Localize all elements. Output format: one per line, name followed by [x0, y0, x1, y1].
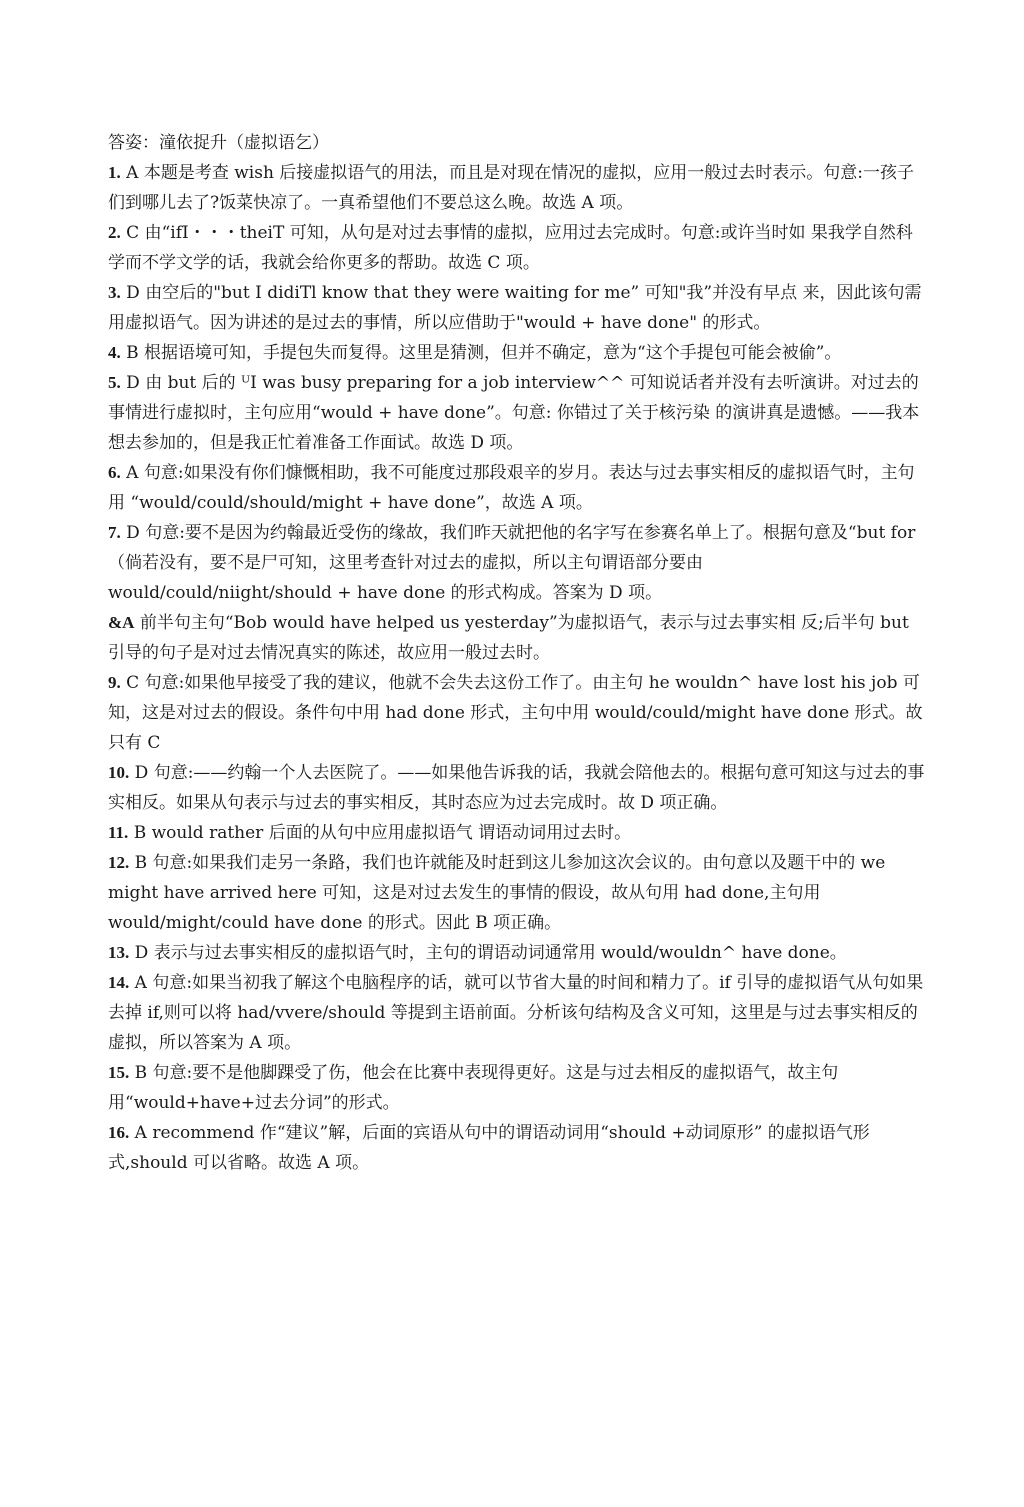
answer-document: [108, 128, 928, 1178]
item-number: 16.: [108, 1123, 130, 1142]
item-number: 2.: [108, 223, 121, 242]
item-number: 5.: [108, 373, 121, 392]
answer-item: [108, 218, 928, 278]
item-number: 1.: [108, 163, 121, 182]
item-text: B 根据语境可知，手提包失而复得。这里是猜测，但并不确定，意为“这个手提包可能会被偷”。: [126, 343, 842, 363]
answer-item: [108, 938, 928, 968]
item-number: &A: [108, 613, 135, 632]
item-text: C 句意:如果他早接受了我的建议，他就不会失去这份工作了。由主句 he wouldn^ have lost his job 可知，这是对过去的假设。条件句中用 had done 形式，主句中用 would/could/might have done 形式。故只有 C: [108, 673, 923, 753]
item-number: 7.: [108, 523, 121, 542]
answer-item: [108, 338, 928, 368]
answer-item: [108, 668, 928, 758]
item-text: D 表示与过去事实相反的虚拟语气时，主句的谓语动词通常用 would/wouldn^ have done。: [134, 943, 847, 963]
item-text: B 句意:如果我们走另一条路，我们也许就能及时赶到这儿参加这次会议的。由句意以及题干中的 we might have arrived here 可知，这是对过去发生的事情的假设，故从句用 had done,主句用 would/might/could have done 的形式。因此 B 项正确。: [108, 853, 886, 933]
answer-item: [108, 818, 928, 848]
item-number: 4.: [108, 343, 121, 362]
answer-item: [108, 278, 928, 338]
answer-item: [108, 458, 928, 518]
answer-item: [108, 968, 928, 1058]
answer-item: [108, 758, 928, 818]
answer-item: [108, 518, 928, 608]
item-number: 10.: [108, 763, 130, 782]
answer-item: [108, 848, 928, 938]
answer-item: [108, 158, 928, 218]
item-text: 前半句主句“Bob would have helped us yesterday”为虚拟语气，表示与过去事实相 反;后半句 but 引导的句子是对过去情况真实的陈述，故应用一般过去时。: [108, 613, 909, 663]
item-number: 6.: [108, 463, 121, 482]
item-text: D 句意:——约翰一个人去医院了。——如果他告诉我的话，我就会陪他去的。根据句意可知这与过去的事实相反。如果从句表示与过去的事实相反，其时态应为过去完成时。故 D 项正确。: [108, 763, 925, 813]
item-number: 12.: [108, 853, 130, 872]
item-text: A recommend 作“建议”解，后面的宾语从句中的谓语动词用“should +动词原形” 的虚拟语气形式,should 可以省略。故选 A 项。: [108, 1123, 870, 1173]
item-number: 9.: [108, 673, 121, 692]
item-text: A 句意:如果当初我了解这个电脑程序的话，就可以节省大量的时间和精力了。if 引导的虚拟语气从句如果去掉 if,则可以将 had/vvere/should 等提到主语前面。分析该句结构及含义可知，这里是与过去事实相反的虚拟，所以答案为 A 项。: [108, 973, 924, 1053]
item-text: D 句意:要不是因为约翰最近受伤的缘故，我们昨天就把他的名字写在参赛名单上了。根据句意及“but for （倘若没有，要不是尸可知，这里考查针对过去的虚拟，所以主句谓语部分要由 would/could/niight/should + have done 的形式构成。答案为 D 项。: [108, 523, 916, 603]
answer-item: [108, 368, 928, 458]
document-title: 答姿：潼依捉升（虚拟语乞）: [108, 133, 329, 153]
item-text: D 由空后的"but I didiTl know that they were waiting for me” 可知"我”并没有早点 来，因此该句需用虚拟语气。因为讲述的是过去的事情，所以应借助于"would + have done" 的形式。: [108, 283, 922, 333]
item-text: A 句意:如果没有你们慷慨相助，我不可能度过那段艰辛的岁月。表达与过去事实相反的虚拟语气时，主句用 “would/could/should/might + have done”，故选 A 项。: [108, 463, 915, 513]
item-number: 14.: [108, 973, 130, 992]
answer-item: [108, 1118, 928, 1178]
answer-item: [108, 608, 928, 668]
item-number: 13.: [108, 943, 130, 962]
answer-item: [108, 1058, 928, 1118]
item-text: A 本题是考查 wish 后接虚拟语气的用法，而且是对现在情况的虚拟，应用一般过去时表示。句意:一孩子们到哪儿去了?饭菜快凉了。一真希望他们不要总这么晚。故选 A 项。: [108, 163, 915, 213]
item-text: B would rather 后面的从句中应用虚拟语气 谓语动词用过去时。: [133, 823, 632, 843]
item-text: D 由 but 后的 ᵁI was busy preparing for a job interview^^ 可知说话者并没有去听演讲。对过去的事情进行虚拟时，主句应用“would + have done”。句意: 你错过了关于核污染 的演讲真是遗憾。——我本想去参加的，但是我正忙着准备工作面试。故选 D 项。: [108, 373, 920, 453]
item-number: 3.: [108, 283, 121, 302]
item-number: 11.: [108, 823, 129, 842]
item-text: C 由“ifI・・・theiT 可知，从句是对过去事情的虚拟，应用过去完成时。句意:或许当时如 果我学自然科学而不学文学的话，我就会给你更多的帮助。故选 C 项。: [108, 223, 913, 273]
item-text: B 句意:要不是他脚踝受了伤，他会在比赛中表现得更好。这是与过去相反的虚拟语气，故主句用“would+have+过去分词”的形式。: [108, 1063, 839, 1113]
item-number: 15.: [108, 1063, 130, 1082]
